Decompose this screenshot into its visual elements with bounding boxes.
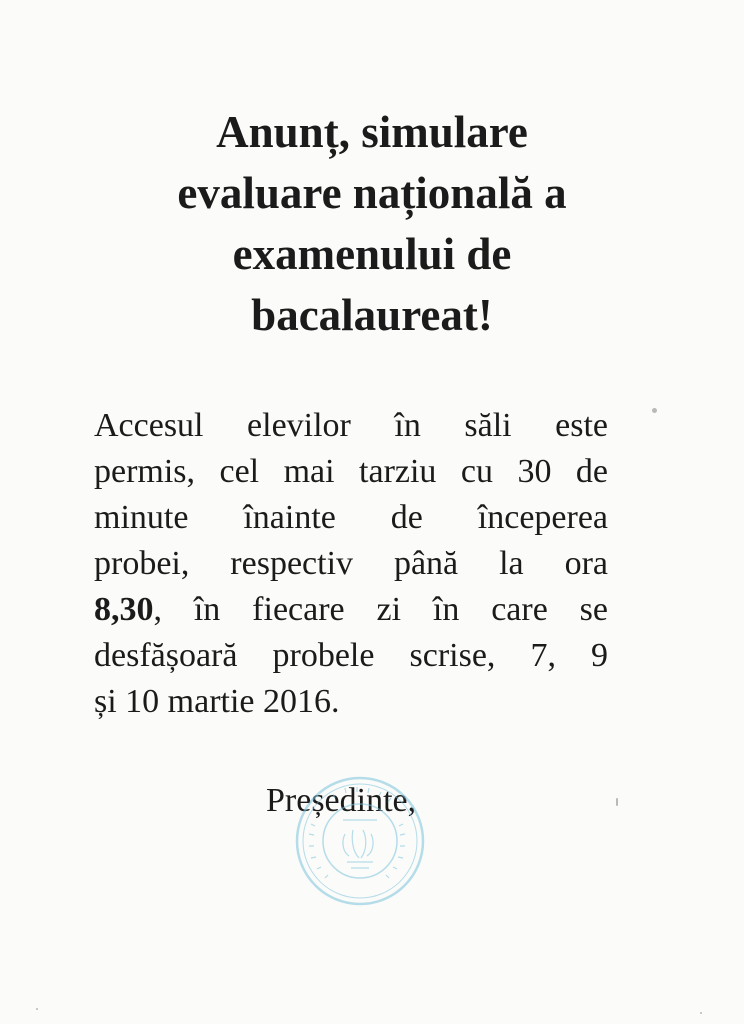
official-stamp-icon: [293, 774, 427, 908]
announcement-body: [94, 403, 608, 725]
body-line: probei, respectiv până la ora: [94, 545, 608, 582]
body-line: și 10 martie 2016.: [94, 683, 340, 720]
body-line: [94, 587, 608, 633]
scan-speck: [36, 1008, 38, 1010]
exam-time: 8,30: [94, 591, 154, 628]
body-line: permis, cel mai tarziu cu 30 de: [94, 453, 608, 490]
body-line-rest: , în fiecare zi în care se: [153, 591, 608, 628]
title-line: Anunț, simulare: [216, 107, 528, 157]
scan-speck: [652, 408, 657, 413]
title-line: examenului de: [232, 229, 512, 279]
title-line: bacalaureat!: [251, 290, 493, 340]
scan-speck: [616, 798, 618, 806]
body-line: minute înainte de începerea: [94, 499, 608, 536]
signature-title: Președinte,: [266, 782, 417, 819]
body-line: Accesul elevilor în săli este: [94, 407, 608, 444]
scan-speck: [700, 1012, 702, 1014]
title-line: evaluare națională a: [177, 168, 567, 218]
body-line: desfășoară probele scrise, 7, 9: [94, 637, 608, 674]
announcement-title: [70, 102, 674, 346]
